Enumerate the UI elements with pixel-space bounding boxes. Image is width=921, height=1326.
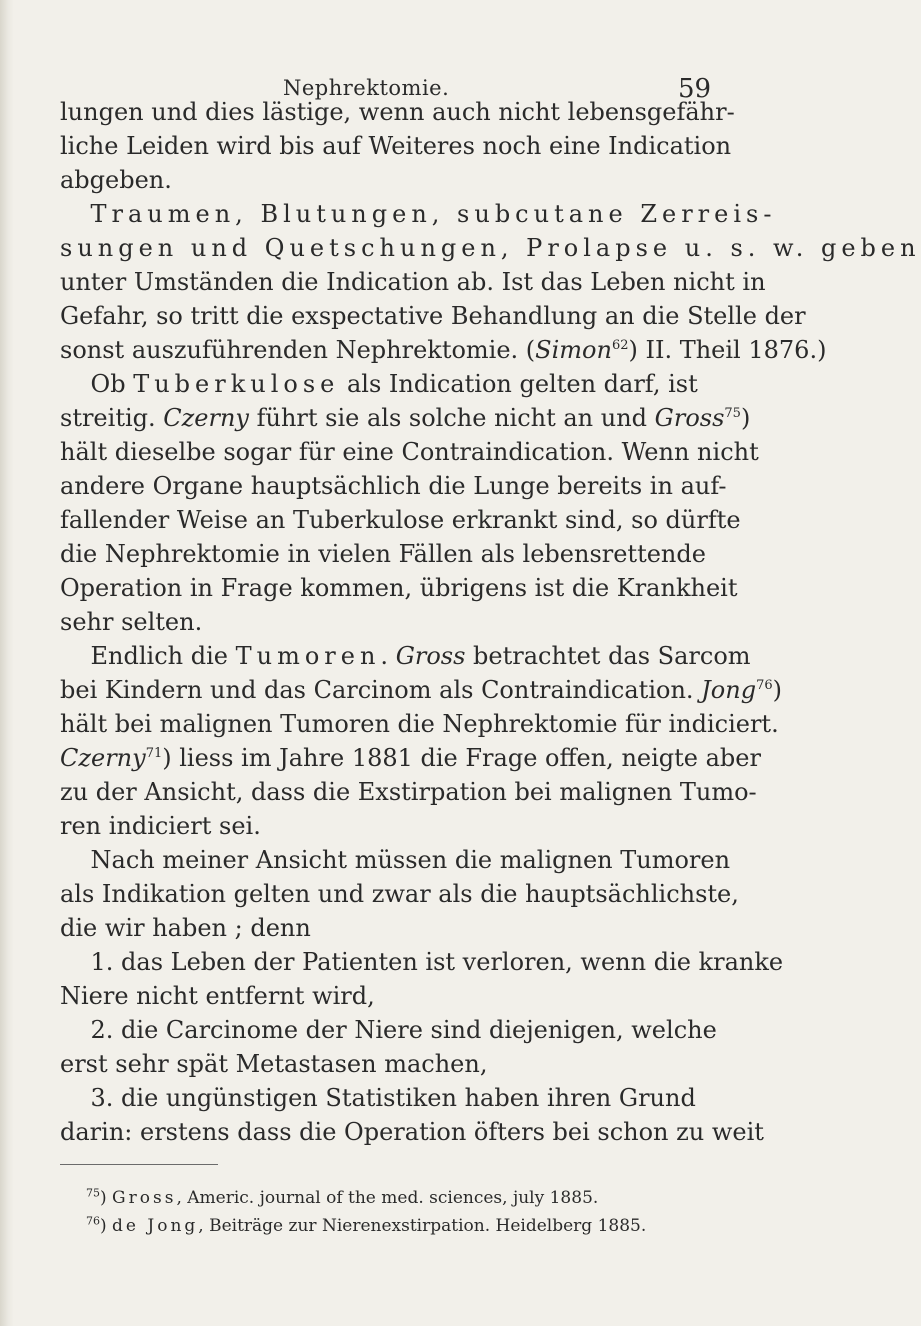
- footnote: $^{75}$) Gross, Americ. journal of the med. sciences, july 1885.: [86, 1186, 599, 1208]
- footnote: $^{76}$) de Jong, Beiträge zur Nierenexstirpation. Heidelberg 1885.: [86, 1214, 647, 1236]
- footnote-ref: 62: [611, 338, 629, 353]
- text-line: Operation in Frage kommen, übrigens ist die Krankheit: [60, 574, 738, 602]
- text-line: Gefahr, so tritt die exspectative Behandlung an die Stelle der: [60, 302, 806, 330]
- text-line: unter Umständen die Indication ab. Ist das Leben nicht in: [60, 268, 766, 296]
- text-line: lungen und dies lästige, wenn auch nicht lebensgefähr-: [60, 98, 735, 126]
- text-line: andere Organe hauptsächlich die Lunge bereits in auf-: [60, 472, 727, 500]
- text-line: Niere nicht entfernt wird,: [60, 982, 375, 1010]
- text-line: die Nephrektomie in vielen Fällen als lebensrettende: [60, 540, 706, 568]
- text-line: die wir haben ; denn: [60, 914, 311, 942]
- text-line: 2. die Carcinome der Niere sind diejenigen, welche: [60, 1016, 717, 1044]
- author-jong: Jong: [701, 676, 757, 704]
- author-simon: Simon: [535, 336, 612, 364]
- text-line: sehr selten.: [60, 608, 203, 636]
- text-line: abgeben.: [60, 166, 172, 194]
- footnote-ref: 76: [756, 678, 773, 693]
- text-line: Czerny$^{71}$) liess im Jahre 1881 die Frage offen, neigte aber: [60, 744, 761, 772]
- page-number: 59: [678, 74, 712, 104]
- text-line: Endlich die Tumoren. Gross betrachtet das Sarcom: [60, 642, 751, 670]
- text-line: fallender Weise an Tuberkulose erkrankt sind, so dürfte: [60, 506, 741, 534]
- text-line: sungen und Quetschungen, Prolapse u. s. w. geben: [60, 234, 921, 262]
- footnote-ref: 71: [145, 746, 163, 761]
- text-line: erst sehr spät Metastasen machen,: [60, 1050, 488, 1078]
- text-line: zu der Ansicht, dass die Exstirpation bei malignen Tumo-: [60, 778, 757, 806]
- footnote-rule: [60, 1164, 218, 1165]
- page-edge-shadow: [0, 0, 14, 1326]
- author-czerny: Czerny: [163, 404, 249, 432]
- text-line: als Indikation gelten und zwar als die hauptsächlichste,: [60, 880, 739, 908]
- text-line: Ob Tuberkulose als Indication gelten darf, ist: [60, 370, 698, 398]
- footnote-ref: 75: [724, 406, 741, 421]
- author-czerny: Czerny: [60, 744, 146, 772]
- text-line: darin: erstens dass die Operation öfters bei schon zu weit: [60, 1118, 764, 1146]
- text-line: 1. das Leben der Patienten ist verloren, wenn die kranke: [60, 948, 784, 976]
- text-line: 3. die ungünstigen Statistiken haben ihren Grund: [60, 1084, 696, 1112]
- text-line: Nach meiner Ansicht müssen die malignen Tumoren: [60, 846, 731, 874]
- text-line: liche Leiden wird bis auf Weiteres noch eine Indication: [60, 132, 732, 160]
- text-line: hält bei malignen Tumoren die Nephrektomie für indiciert.: [60, 710, 779, 738]
- text-line: sonst auszuführenden Nephrektomie. (Simon$^{62}$) II. Theil 1876.): [60, 336, 827, 364]
- author-gross: Gross: [395, 642, 466, 670]
- text-line: ren indiciert sei.: [60, 812, 261, 840]
- text-line: bei Kindern und das Carcinom als Contraindication. Jong$^{76}$): [60, 676, 782, 704]
- text-line: hält dieselbe sogar für eine Contraindication. Wenn nicht: [60, 438, 759, 466]
- author-gross: Gross: [654, 404, 725, 432]
- text-line: streitig. Czerny führt sie als solche nicht an und Gross$^{75}$): [60, 404, 751, 432]
- running-title: Nephrektomie.: [283, 76, 450, 100]
- text-line: Traumen, Blutungen, subcutane Zerreis-: [90, 200, 777, 228]
